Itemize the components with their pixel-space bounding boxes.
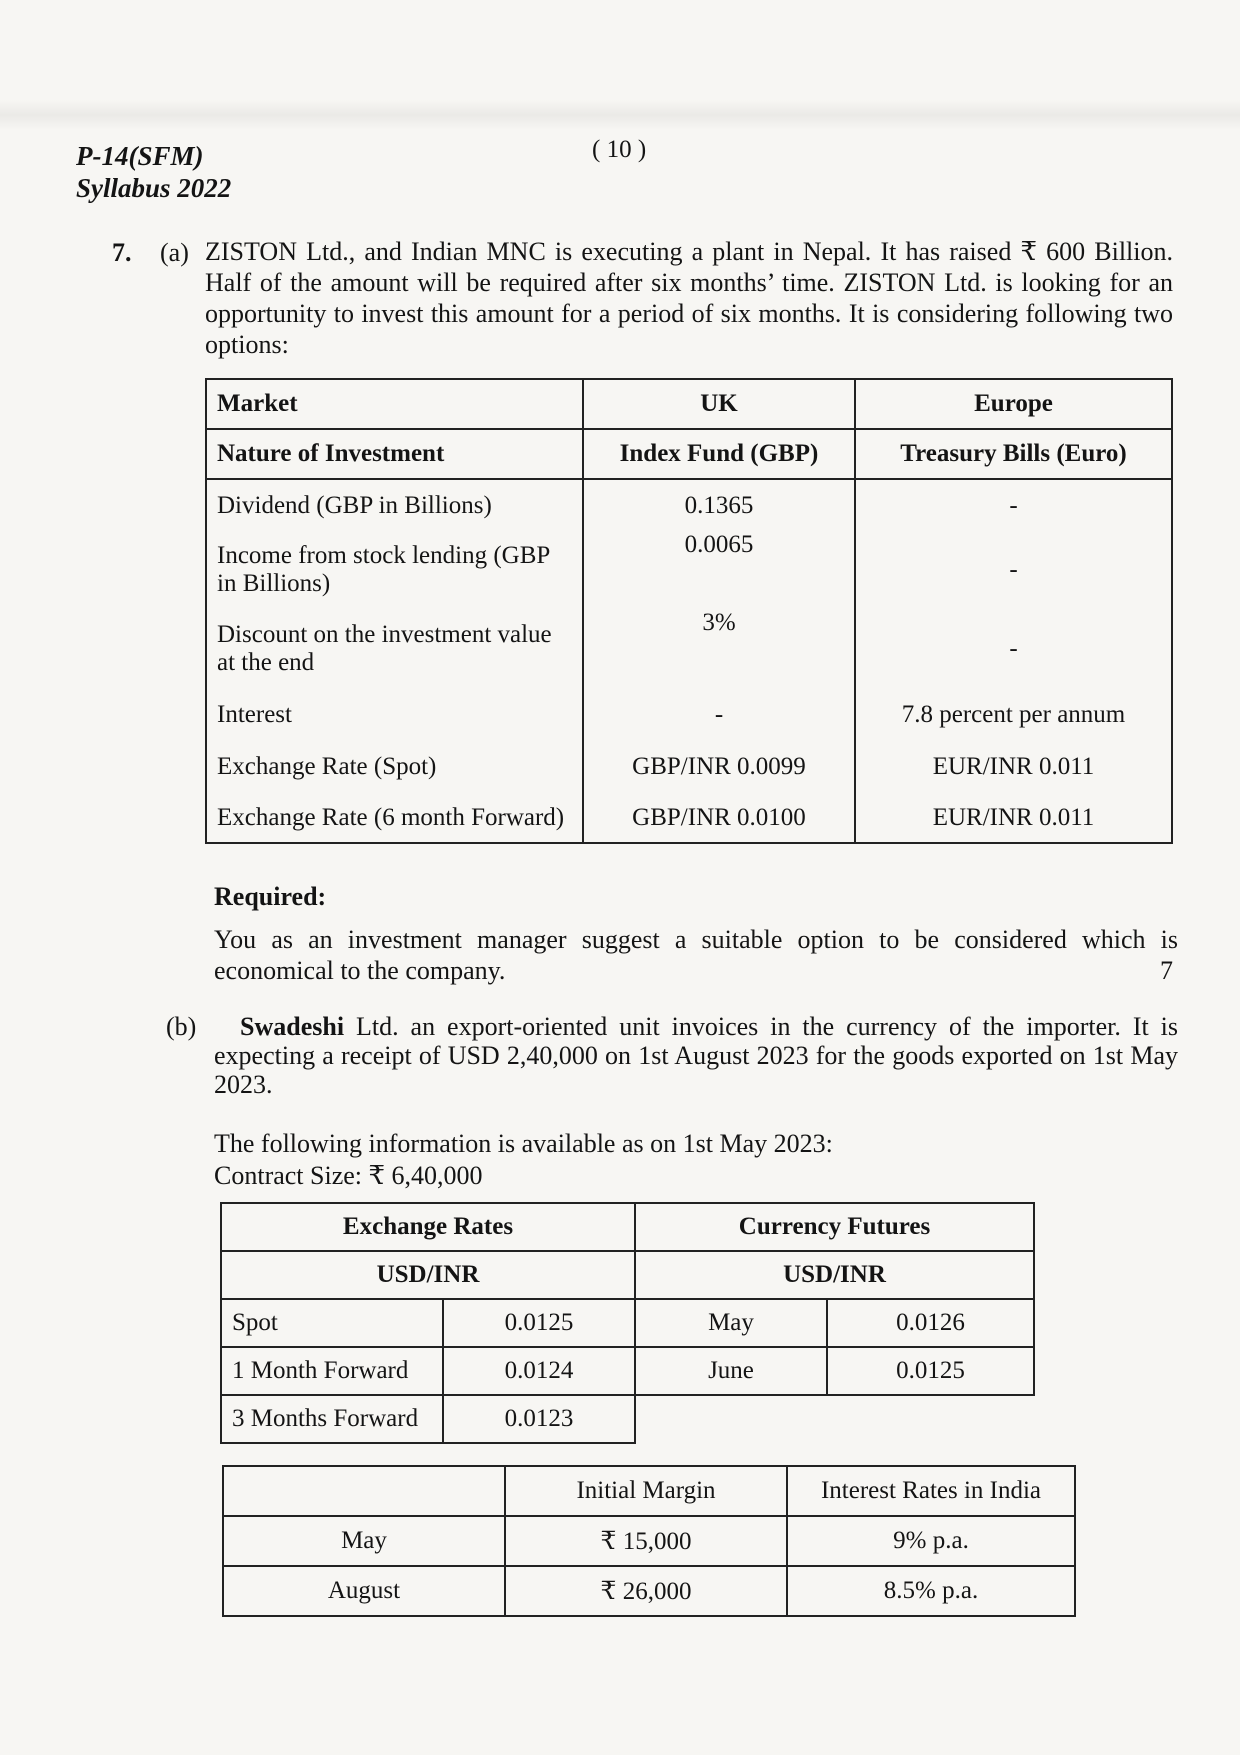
table-cell: 9% p.a.	[787, 1516, 1075, 1566]
table-cell: EUR/INR 0.011	[855, 741, 1172, 793]
table-cell: Income from stock lending (GBP in Billions)	[206, 531, 583, 609]
paper-code: P-14(SFM)	[76, 141, 204, 171]
table-cell: 3%	[583, 609, 855, 689]
marks-part-a: 7	[1160, 956, 1173, 985]
table-row	[206, 531, 1172, 609]
part-b-label: (b)	[166, 1012, 197, 1041]
table-cell: GBP/INR 0.0100	[583, 793, 855, 843]
table-cell: 0.0065	[583, 531, 855, 609]
table-cell: -	[855, 609, 1172, 689]
table-cell: ₹ 15,000	[505, 1516, 787, 1566]
table-cell: Exchange Rate (Spot)	[206, 741, 583, 793]
table-row	[206, 609, 1172, 689]
table-header-cell: UK	[583, 379, 855, 429]
table-cell: 3 Months Forward	[221, 1395, 443, 1443]
info-block	[214, 1128, 833, 1192]
table-row	[206, 741, 1172, 793]
table-header-cell: USD/INR	[635, 1251, 1034, 1299]
table-cell: Dividend (GBP in Billions)	[206, 479, 583, 531]
table-cell: -	[855, 531, 1172, 609]
table-cell: June	[635, 1347, 827, 1395]
required-text: You as an investment manager suggest a suitable option to be considered which is economical to the company.	[214, 925, 1178, 985]
required-heading: Required:	[214, 882, 327, 911]
table-cell: Interest	[206, 689, 583, 741]
investment-options-table	[205, 378, 1173, 844]
part-a-text: ZISTON Ltd., and Indian MNC is executing a plant in Nepal. It has raised ₹ 600 Billion. Half of the amount will be required after six months’ time. ZISTON Ltd. is looking for an opportunity to invest this amount for a period of six months. It is considering following two options:	[205, 237, 1173, 359]
table-header-cell: Index Fund (GBP)	[583, 429, 855, 479]
table-header-cell: Initial Margin	[505, 1466, 787, 1516]
table-header-cell	[223, 1466, 505, 1516]
scan-shadow	[0, 100, 1240, 130]
table-header-cell: Exchange Rates	[221, 1203, 635, 1251]
table-header-cell: Currency Futures	[635, 1203, 1034, 1251]
part-b-company: Swadeshi	[240, 1012, 345, 1041]
table-header-cell: Nature of Investment	[206, 429, 583, 479]
table-cell: 1 Month Forward	[221, 1347, 443, 1395]
table-cell: Exchange Rate (6 month Forward)	[206, 793, 583, 843]
question-number: 7.	[112, 238, 132, 267]
table-cell: 8.5% p.a.	[787, 1566, 1075, 1616]
table-cell: 7.8 percent per annum	[855, 689, 1172, 741]
table-cell: 0.0123	[443, 1395, 635, 1443]
table-row	[223, 1566, 1075, 1616]
contract-size: Contract Size: ₹ 6,40,000	[214, 1161, 483, 1190]
part-a-label: (a)	[160, 238, 189, 267]
table-cell: 0.0125	[827, 1347, 1034, 1395]
table-header-cell: USD/INR	[221, 1251, 635, 1299]
table-cell: 0.0124	[443, 1347, 635, 1395]
table-cell: Discount on the investment value at the end	[206, 609, 583, 689]
table-row	[206, 689, 1172, 741]
part-b-body: Ltd. an export-oriented unit invoices in the currency of the importer. It is expecting a receipt of USD 2,40,000 on 1st August 2023 for the goods exported on 1st May 2023.	[214, 1012, 1178, 1099]
table-cell	[827, 1395, 1034, 1443]
exchange-rates-table	[220, 1202, 1035, 1444]
table-row	[223, 1516, 1075, 1566]
table-cell: 0.0126	[827, 1299, 1034, 1347]
table-cell: -	[855, 479, 1172, 531]
table-cell: Spot	[221, 1299, 443, 1347]
table-cell: GBP/INR 0.0099	[583, 741, 855, 793]
table-row	[221, 1299, 1034, 1347]
margin-interest-table	[222, 1465, 1076, 1617]
part-b-text	[214, 1012, 1178, 1099]
table-row	[221, 1395, 1034, 1443]
table-header-cell: Market	[206, 379, 583, 429]
info-line: The following information is available as on 1st May 2023:	[214, 1129, 833, 1158]
syllabus-year: Syllabus 2022	[76, 173, 232, 203]
table-row	[221, 1347, 1034, 1395]
table-cell	[635, 1395, 827, 1443]
table-header-cell: Europe	[855, 379, 1172, 429]
table-cell: August	[223, 1566, 505, 1616]
table-cell: -	[583, 689, 855, 741]
table-header-cell: Interest Rates in India	[787, 1466, 1075, 1516]
table-cell: May	[635, 1299, 827, 1347]
table-cell: 0.1365	[583, 479, 855, 531]
table-cell: 0.0125	[443, 1299, 635, 1347]
table-row	[206, 793, 1172, 843]
paper-header	[76, 140, 231, 204]
table-cell: May	[223, 1516, 505, 1566]
table-row	[206, 479, 1172, 531]
table-cell: EUR/INR 0.011	[855, 793, 1172, 843]
page-number: ( 10 )	[592, 136, 647, 163]
table-header-cell: Treasury Bills (Euro)	[855, 429, 1172, 479]
table-cell: ₹ 26,000	[505, 1566, 787, 1616]
